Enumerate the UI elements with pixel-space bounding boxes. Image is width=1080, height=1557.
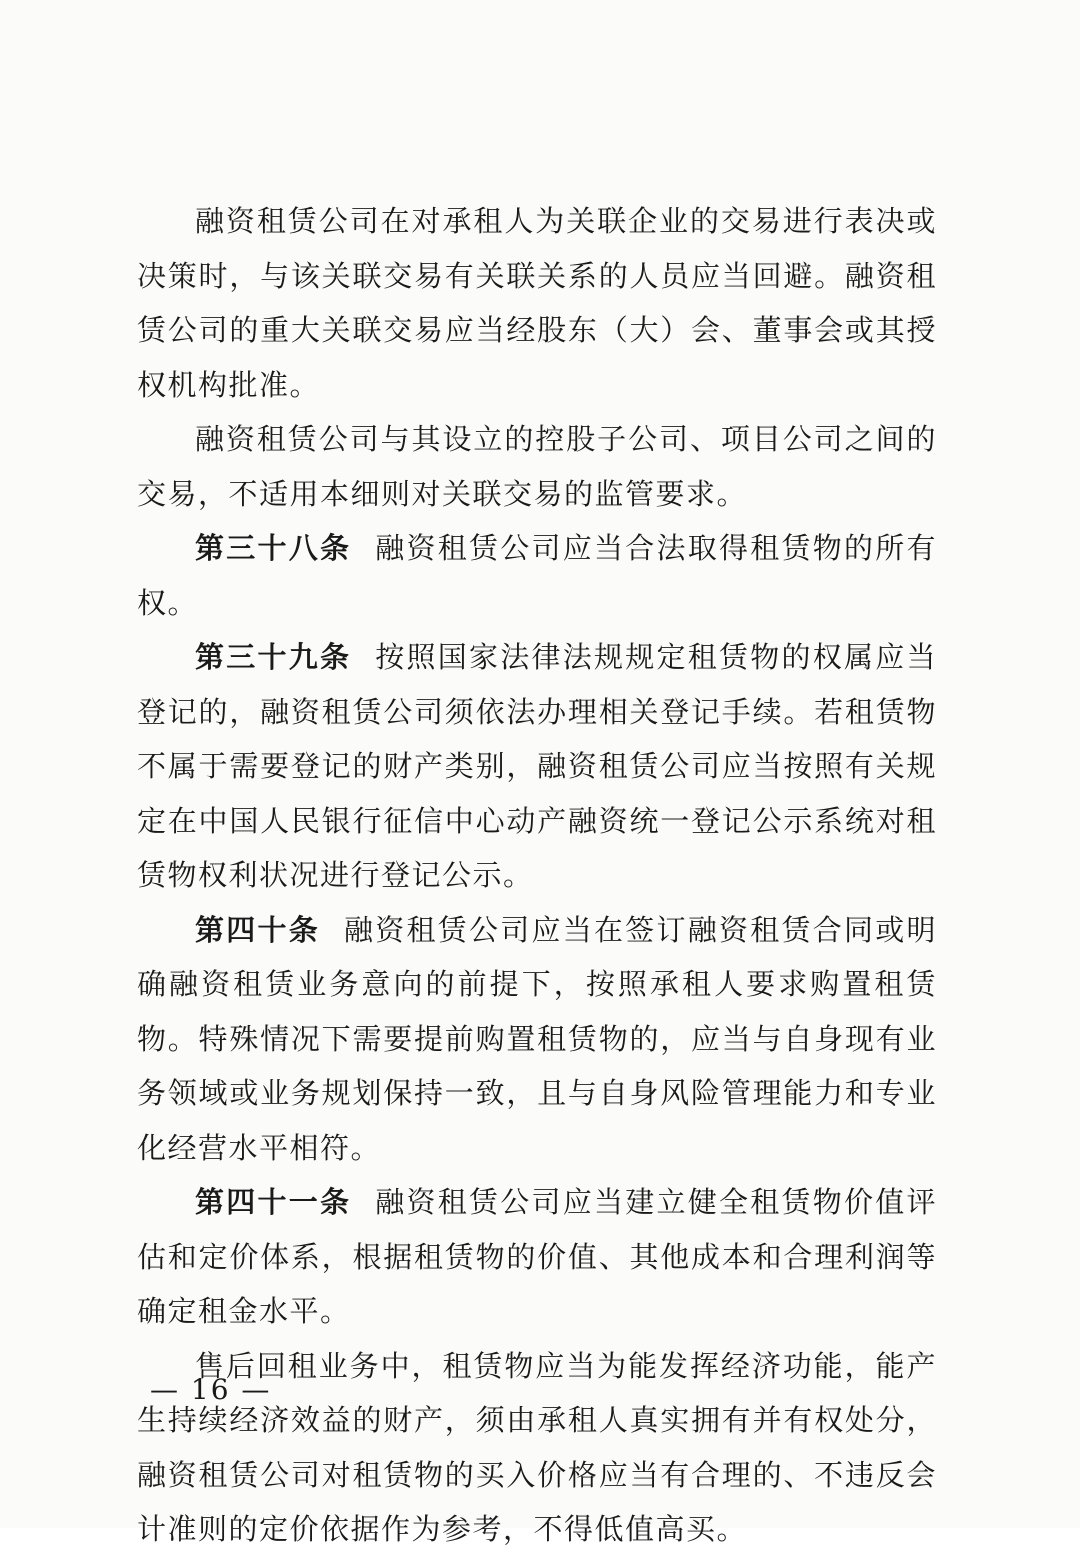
article-39 [137, 630, 937, 903]
article-38 [137, 521, 937, 630]
article-heading: 第四十一条 [195, 1185, 352, 1219]
paragraph-text: 融资租赁公司应当在签订融资租赁合同或明确融资租赁业务意向的前提下，按照承租人要求购置租赁物。特殊情况下需要提前购置租赁物的，应当与自身现有业务领域或业务规划保持一致，且与自身风险管理能力和专业化经营水平相符。 [137, 912, 937, 1165]
page-number: — 16 — [150, 1373, 272, 1406]
paragraph-text: 融资租赁公司与其设立的控股子公司、项目公司之间的交易，不适用本细则对关联交易的监管要求。 [137, 422, 937, 511]
paragraph [137, 194, 937, 412]
article-40 [137, 903, 937, 1176]
article-41 [137, 1175, 937, 1339]
paragraph-text: 按照国家法律法规规定租赁物的权属应当登记的，融资租赁公司须依法办理相关登记手续。若租赁物不属于需要登记的财产类别，融资租赁公司应当按照有关规定在中国人民银行征信中心动产融资统一登记公示系统对租赁物权利状况进行登记公示。 [137, 640, 937, 892]
paragraph-text: 售后回租业务中，租赁物应当为能发挥经济功能，能产生持续经济效益的财产，须由承租人真实拥有并有权处分，融资租赁公司对租赁物的买入价格应当有合理的、不违反会计准则的定价依据作为参考，不得低值高买。 [137, 1348, 937, 1546]
paragraph-text: 融资租赁公司在对承租人为关联企业的交易进行表决或决策时，与该关联交易有关联关系的人员应当回避。融资租赁公司的重大关联交易应当经股东（大）会、董事会或其授权机构批准。 [137, 204, 937, 402]
paragraph-text: 融资租赁公司应当合法取得租赁物的所有权。 [137, 531, 937, 620]
paragraph-text: 融资租赁公司应当建立健全租赁物价值评估和定价体系，根据租赁物的价值、其他成本和合理利润等确定租金水平。 [137, 1185, 937, 1328]
paragraph [137, 412, 937, 521]
document-body [137, 194, 937, 1557]
paragraph [137, 1339, 937, 1557]
article-heading: 第三十八条 [195, 531, 352, 565]
article-heading: 第三十九条 [195, 640, 352, 674]
article-heading: 第四十条 [195, 912, 320, 947]
